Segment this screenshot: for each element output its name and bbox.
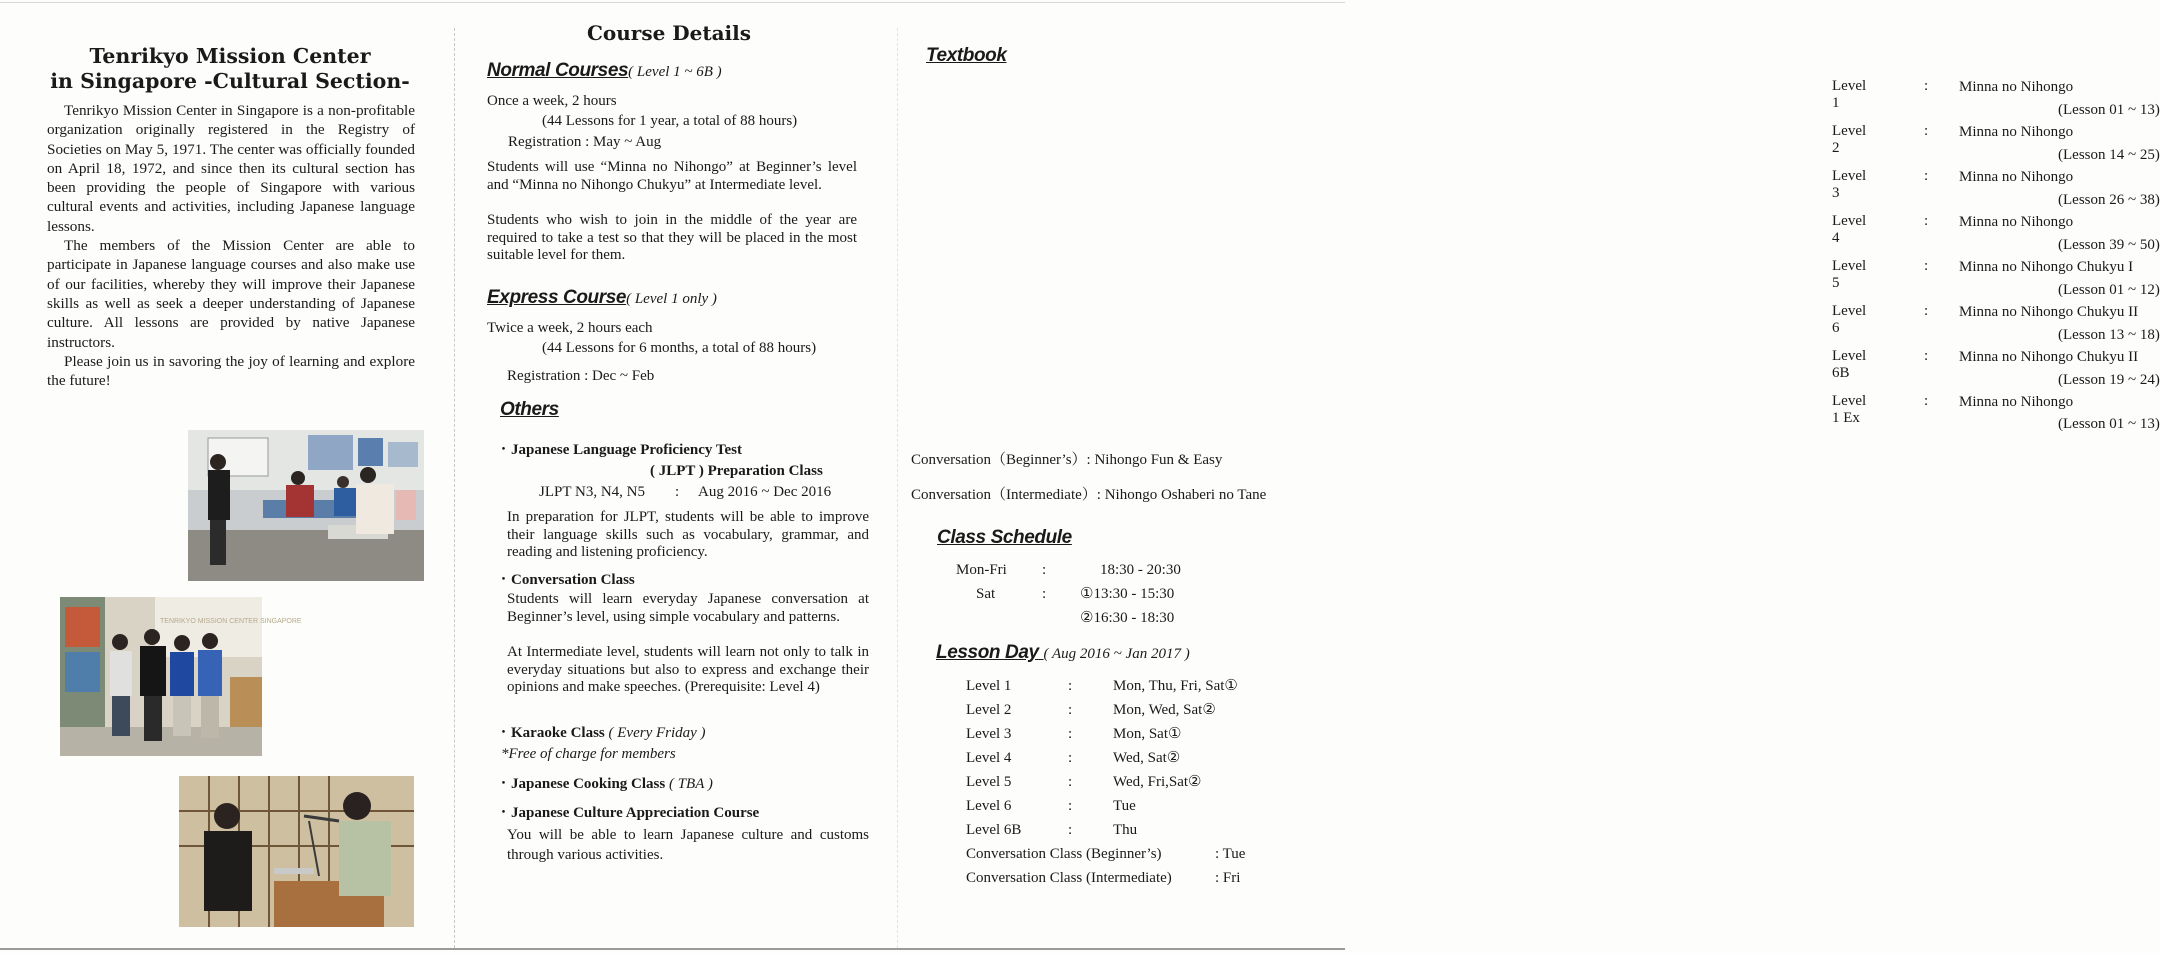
conversation-intermediate-textbook: Conversation（Intermediate）: Nihongo Oshaberi no Tane [911,487,1267,503]
bullet-icon: ・ [496,442,512,458]
textbook-title: Minna no Nihongo Chukyu I [1959,259,2134,275]
textbook-lessons: (Lesson 14 ~ 25) [2058,147,2160,163]
textbook-level: Level 3 [1832,168,1867,201]
textbook-lessons: (Lesson 13 ~ 18) [2058,327,2160,343]
jlpt-dates: Aug 2016 ~ Dec 2016 [698,484,832,500]
lesson-day-separator: : [1068,750,1073,766]
textbook-lessons: (Lesson 01 ~ 12) [2058,282,2160,298]
bullet-icon: ・ [496,725,512,741]
textbook-title: Minna no Nihongo [1959,394,2074,410]
cooking-class-schedule: ( TBA ) [668,776,713,792]
lesson-day-days: Mon, Thu, Fri, Sat① [1113,678,1238,694]
karaoke-class-title-text: Karaoke Class [511,725,605,741]
normal-courses-heading-text: Normal Courses [487,60,629,81]
schedule-saturday-label: Sat [976,586,996,602]
bullet-icon: ・ [496,572,512,588]
others-heading: Others [500,399,559,420]
intro-paragraph-3: Please join us in savoring the joy of learning and explore the future! [47,352,415,390]
lesson-day-days: Mon, Sat① [1113,726,1182,742]
karaoke-class-title [496,724,706,742]
express-registration: Registration : Dec ~ Feb [507,368,655,384]
textbook-separator: : [1924,303,1929,319]
lesson-day-level: Level 4 [966,750,1012,766]
conversation-intermediate-day: : Fri [1215,870,1241,886]
textbook-level: Level 5 [1832,258,1867,291]
jlpt-title-line2: ( JLPT ) Preparation Class [650,463,823,479]
normal-frequency: Once a week, 2 hours [487,93,617,109]
textbook-lessons: (Lesson 01 ~ 13) [2058,416,2160,432]
normal-midyear-info: Students who wish to join in the middle of the year are required to take a test so that they will be placed in the most suitable level for them. [487,212,857,263]
lesson-day-days: Thu [1113,822,1138,838]
express-course-heading [487,287,717,309]
intro-text [47,101,415,390]
lesson-day-days: Wed, Fri,Sat② [1113,774,1202,790]
textbook-title: Minna no Nihongo [1959,124,2074,140]
lesson-day-level: Level 3 [966,726,1012,742]
textbook-lessons: (Lesson 26 ~ 38) [2058,192,2160,208]
conversation-beginner-desc: Students will learn everyday Japanese conversation at Beginner’s level, using simple vocabulary and patterns. [507,591,869,625]
certificate-photo [179,776,414,927]
lesson-day-level: Level 1 [966,678,1012,694]
cooking-class-title-text: Japanese Cooking Class [511,776,666,792]
jlpt-title [496,441,742,459]
group-photo [60,597,302,756]
center-title-line1: Tenrikyo Mission Center [89,44,371,68]
bullet-icon: ・ [496,776,512,792]
textbook-separator: : [1924,168,1929,184]
textbook-level: Level 6 [1832,303,1867,336]
lesson-day-level: Level 2 [966,702,1012,718]
normal-lesson-count: (44 Lessons for 1 year, a total of 88 hours) [542,113,798,129]
schedule-separator: : [1042,562,1047,578]
textbook-level: Level 1 [1832,78,1867,111]
jlpt-title-line1: Japanese Language Proficiency Test [511,442,742,458]
lesson-day-days: Tue [1113,798,1136,814]
textbook-lessons: (Lesson 01 ~ 13) [2058,102,2160,118]
textbook-title: Minna no Nihongo [1959,214,2074,230]
textbook-level: Level 2 [1832,123,1867,156]
lesson-day-separator: : [1068,774,1073,790]
left-panel [0,0,452,953]
conversation-beginner-textbook: Conversation（Beginner’s）: Nihongo Fun & Easy [911,452,1223,468]
karaoke-free-note: *Free of charge for members [501,746,676,762]
schedule-saturday-time-1: ①13:30 - 15:30 [1080,586,1175,602]
normal-registration: Registration : May ~ Aug [508,134,662,150]
schedule-weekday-label: Mon-Fri [956,562,1007,578]
express-course-levels: ( Level 1 only ) [626,291,717,307]
lesson-day-separator: : [1068,678,1073,694]
fold-divider-right [897,28,898,948]
bullet-icon: ・ [496,805,512,821]
culture-course-title [496,804,759,822]
lesson-day-period: ( Aug 2016 ~ Jan 2017 ) [1043,646,1190,662]
textbook-separator: : [1924,348,1929,364]
textbook-separator: : [1924,123,1929,139]
karaoke-class-schedule: ( Every Friday ) [608,725,706,741]
conversation-beginner-day: : Tue [1215,846,1246,862]
lesson-day-level: Level 6 [966,798,1012,814]
lesson-day-heading-text: Lesson Day [936,642,1039,663]
culture-course-desc: You will be able to learn Japanese culture and customs through various activities. [507,827,869,863]
lesson-day-separator: : [1068,726,1073,742]
jlpt-separator: : [675,484,680,500]
schedule-weekday-time: 18:30 - 20:30 [1100,562,1181,578]
conversation-beginner-day-label: Conversation Class (Beginner’s) [966,846,1162,862]
jlpt-description: In preparation for JLPT, students will be able to improve their language skills such as vocabulary, grammar, and reading and listening proficiency. [507,509,869,560]
textbook-heading: Textbook [926,45,1007,66]
normal-courses-levels: ( Level 1 ~ 6B ) [628,64,722,80]
normal-courses-heading [487,60,722,82]
lesson-day-heading [936,642,1190,664]
lesson-day-days: Mon, Wed, Sat② [1113,702,1216,718]
middle-panel [456,0,896,953]
schedule-saturday-time-2: ②16:30 - 18:30 [1080,610,1175,626]
textbook-title: Minna no Nihongo Chukyu II [1959,349,2139,365]
cooking-class-title [496,775,713,793]
normal-textbook-info: Students will use “Minna no Nihongo” at Beginner’s level and “Minna no Nihongo Chukyu” at Intermediate level. [487,159,857,193]
textbook-title: Minna no Nihongo [1959,169,2074,185]
lesson-day-days: Wed, Sat② [1113,750,1181,766]
express-lesson-count: (44 Lessons for 6 months, a total of 88 hours) [542,340,817,356]
express-frequency: Twice a week, 2 hours each [487,320,653,336]
schedule-separator: : [1042,586,1047,602]
textbook-level: Level 1 Ex [1832,393,1867,426]
lesson-day-level: Level 6B [966,822,1022,838]
center-title [30,44,430,94]
lesson-day-separator: : [1068,702,1073,718]
textbook-separator: : [1924,393,1929,409]
lesson-day-separator: : [1068,798,1073,814]
center-title-line2: in Singapore -Cultural Section- [50,69,410,93]
lesson-day-separator: : [1068,822,1073,838]
textbook-lessons: (Lesson 39 ~ 50) [2058,237,2160,253]
lesson-day-level: Level 5 [966,774,1012,790]
textbook-separator: : [1924,213,1929,229]
conversation-class-title [496,571,635,589]
culture-course-title-text: Japanese Culture Appreciation Course [511,805,760,821]
course-details-title: Course Details [587,21,752,45]
textbook-title: Minna no Nihongo Chukyu II [1959,304,2139,320]
fold-divider-left [454,28,455,948]
conversation-class-title-text: Conversation Class [511,572,635,588]
class-schedule-heading: Class Schedule [937,527,1072,548]
textbook-separator: : [1924,258,1929,274]
textbook-separator: : [1924,78,1929,94]
jlpt-levels: JLPT N3, N4, N5 [539,484,645,500]
right-panel [900,0,2160,953]
textbook-level: Level 4 [1832,213,1867,246]
textbook-title: Minna no Nihongo [1959,79,2074,95]
intro-paragraph-2: The members of the Mission Center are able to participate in Japanese language courses and also make use of our facilities, whereby they will improve their Japanese skills as well as seek a deeper understanding of Japanese culture. All lessons are provided by native Japanese instructors. [47,237,415,351]
conversation-intermediate-desc: At Intermediate level, students will learn not only to talk in everyday situations but also to express and exchange their opinions and make speeches. (Prerequisite: Level 4) [507,644,869,695]
express-course-heading-text: Express Course [487,287,627,308]
classroom-photo [188,430,424,581]
textbook-level: Level 6B [1832,348,1867,381]
conversation-intermediate-day-label: Conversation Class (Intermediate) [966,870,1172,886]
textbook-lessons: (Lesson 19 ~ 24) [2058,372,2160,388]
intro-paragraph-1: Tenrikyo Mission Center in Singapore is a non-profitable organization originally registered in the Registry of Societies on May 5, 1971. The center was officially founded on April 18, 1972, and since then its cultural section has been providing the people of Singapore with various cultural events and activities, including Japanese language lessons. [47,102,415,235]
wall-sign-text: TENRIKYO MISSION CENTER SINGAPORE [160,618,302,625]
